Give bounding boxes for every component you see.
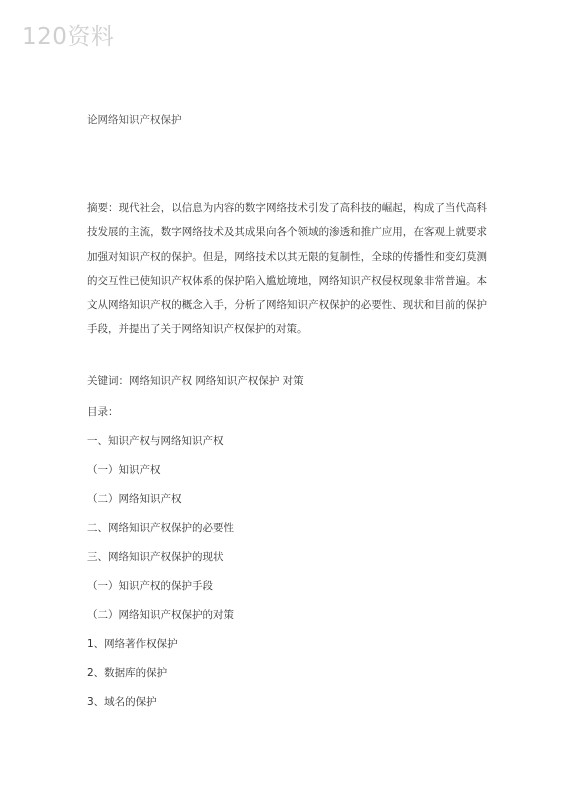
toc-heading: 目录： xyxy=(87,406,119,418)
document-title: 论网络知识产权保护 xyxy=(87,114,182,126)
toc-item: 一、知识产权与网络知识产权 xyxy=(87,435,224,447)
toc-item: （一）知识产权 xyxy=(87,464,161,476)
toc-item: 二、网络知识产权保护的必要性 xyxy=(87,522,234,534)
toc-item: （二）网络知识产权保护的对策 xyxy=(87,609,234,621)
toc-item: 三、网络知识产权保护的现状 xyxy=(87,551,224,563)
toc-item: （一）知识产权的保护手段 xyxy=(87,580,213,592)
keywords-line: 关键词：网络知识产权 网络知识产权保护 对策 xyxy=(87,375,304,387)
toc-item: （二）网络知识产权 xyxy=(87,493,182,505)
abstract-paragraph: 摘要：现代社会，以信息为内容的数字网络技术引发了高科技的崛起，构成了当代高科技发展的主流，数字网络技术及其成果向各个领域的渗透和推广应用，在客观上就要求加强对知识产权的保护。但是，网络技术以其无限的复制性，全球的传播性和变幻莫测的交互性已使知识产权体系的保护陷入尴尬境地，网络知识产权侵权现象非常普遍。本文从网络知识产权的概念入手，分析了网络知识产权保护的必要性、现状和目前的保护手段，并提出了关于网络知识产权保护的对策。 xyxy=(87,202,487,336)
toc-item: 1、网络著作权保护 xyxy=(87,638,178,650)
watermark-logo: 120资料 xyxy=(22,24,115,50)
toc-item: 2、数据库的保护 xyxy=(87,667,168,679)
toc-item: 3、域名的保护 xyxy=(87,696,157,708)
